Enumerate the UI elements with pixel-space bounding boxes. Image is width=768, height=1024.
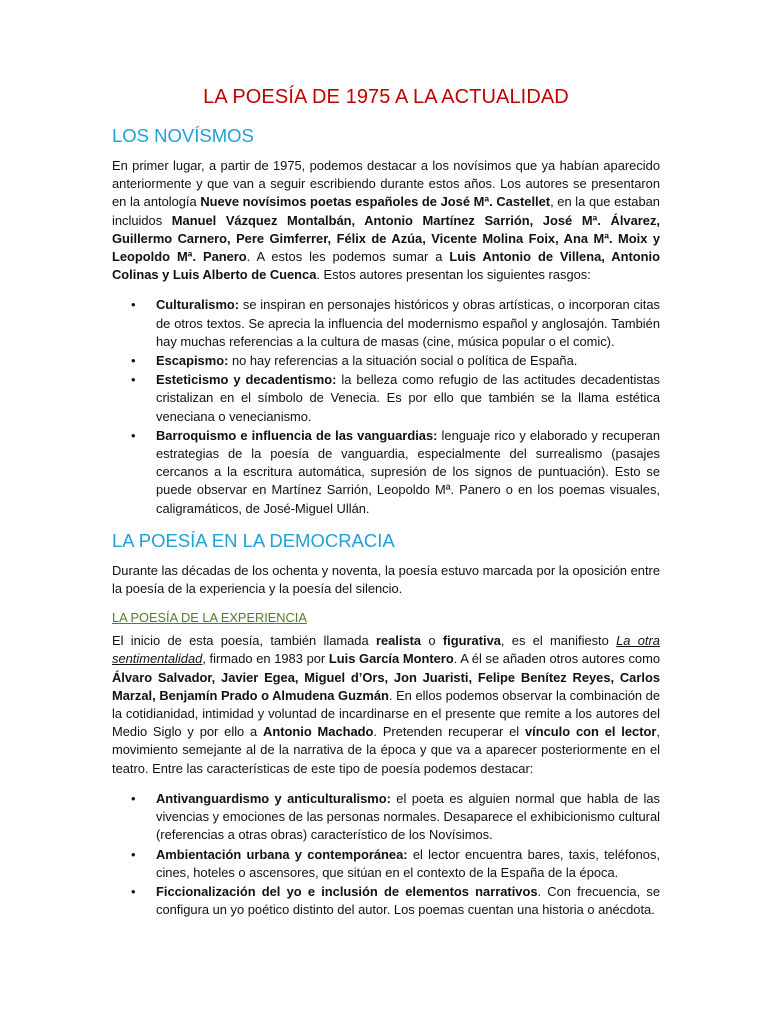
- novisimos-list-item: [131, 352, 660, 370]
- democracia-intro-paragraph: Durante las décadas de los ochenta y noventa, la poesía estuvo marcada por la oposición entre la poesía de la experiencia y la poesía del silencio.: [112, 562, 660, 597]
- experiencia-trait-text: el poeta es alguien normal que habla de las vivencias y emociones de las personas normales. Desaparece el exhibicionismo cultural (referencias a otras obras) característico de los Novísimos.: [156, 790, 660, 843]
- bullet-icon: •: [131, 790, 136, 806]
- novisimos-trait-text: lenguaje rico y elaborado y recuperan estrategias de la poesía de vanguardia, especialmente del surrealismo (pasajes cercanos a la escritura automática, supresión de los signos de puntuación). Esto se puede observar en Martínez Sarrión, Leopoldo Mª. Panero o en los poemas visuales, caligramáticos, de José-Miguel Ullán.: [156, 427, 660, 516]
- experiencia-list-item: [131, 883, 660, 919]
- novisimos-trait-name: Barroquismo e influencia de las vanguardias:: [156, 427, 438, 443]
- novisimos-intro-run: . Estos autores presentan los siguientes rasgos:: [316, 267, 591, 283]
- bullet-icon: •: [131, 297, 136, 313]
- novisimos-list-item: [131, 371, 660, 426]
- novisimos-intro-run: Manuel Vázquez Montalbán, Antonio Martínez Sarrión, José Mª. Álvarez, Guillermo Carnero, Pere Gimferrer, Félix de Azúa, Vicente Molina Foix, Ana Mª. Moix y Leopoldo Mª. Panero: [112, 212, 660, 265]
- experiencia-intro-run: , firmado en 1983 por: [202, 651, 329, 667]
- bullet-icon: •: [131, 846, 136, 862]
- experiencia-intro-run: vínculo con el lector: [525, 724, 657, 740]
- novisimos-list-item: [131, 427, 660, 518]
- experiencia-intro-run: La otra sentimentalidad: [112, 633, 660, 667]
- experiencia-trait-name: Ambientación urbana y contemporánea:: [156, 846, 408, 862]
- experiencia-list-item: [131, 846, 660, 882]
- experiencia-intro-run: , movimiento semejante al de la narrativa de la época y que va a aparecer posteriormente en el teatro. Entre las características de este tipo de poesía podemos destacar:: [112, 724, 660, 776]
- experiencia-intro-run: , es el manifiesto: [500, 633, 617, 649]
- experiencia-intro-run: o: [421, 633, 443, 649]
- bullet-icon: •: [131, 353, 136, 369]
- page-title: LA POESÍA DE 1975 A LA ACTUALIDAD: [203, 86, 569, 108]
- experiencia-traits-list: [112, 790, 660, 919]
- novisimos-intro-run: En primer lugar, a partir de 1975, podemos destacar a los novísimos que ya habían aparecido anteriormente y que van a seguir escribiendo durante estos años. Los autores se presentaron en la antología: [112, 158, 660, 210]
- novisimos-trait-text: se inspiran en personajes históricos y obras artísticas, o incorporan citas de otros textos. Se aprecia la influencia del modernismo español y anglosajón. También hay muchas referencias a la cultura de masas (cine, música popular o el comic).: [156, 297, 660, 349]
- experiencia-intro-run: Luis García Montero: [328, 651, 454, 667]
- novisimos-intro-run: . A estos les podemos sumar a: [246, 249, 450, 265]
- experiencia-trait-text: el lector encuentra bares, taxis, teléfonos, cines, hoteles o ascensores, que sitúan en el contexto de la España de la época.: [156, 846, 660, 880]
- novisimos-trait-text: la belleza como refugio de las actitudes decadentistas cristalizan en el símbolo de Venecia. Es por ello que también se la llama estética veneciana o venecianismo.: [156, 372, 660, 424]
- experiencia-intro-run: figurativa: [442, 633, 501, 649]
- experiencia-intro-paragraph: [112, 632, 660, 778]
- novisimos-trait-text: no hay referencias a la situación social o política de España.: [228, 353, 578, 369]
- novisimos-list-item: [131, 296, 660, 351]
- experiencia-intro-run: Antonio Machado: [263, 724, 374, 740]
- novisimos-trait-name: Culturalismo:: [156, 297, 240, 313]
- experiencia-intro-run: realista: [375, 633, 422, 649]
- novisimos-traits-list: [112, 296, 660, 517]
- novisimos-intro-run: Luis Antonio de Villena, Antonio Colinas y Luis Alberto de Cuenca: [112, 249, 660, 283]
- experiencia-trait-name: Antivanguardismo y anticulturalismo:: [156, 790, 391, 806]
- experiencia-intro-run: Álvaro Salvador, Javier Egea, Miguel d’Ors, Jon Juaristi, Felipe Benítez Reyes, Carlos Marzal, Benjamín Prado o Almudena Guzmán: [112, 669, 660, 703]
- experiencia-list-item: [131, 790, 660, 845]
- novisimos-trait-name: Escapismo:: [156, 353, 229, 369]
- experiencia-trait-text: . Con frecuencia, se configura un yo poético distinto del autor. Los poemas cuentan una historia o anécdota.: [156, 883, 660, 918]
- novisimos-intro-run: , en la que estaban incluidos: [112, 194, 660, 228]
- bullet-icon: •: [131, 372, 136, 388]
- experiencia-intro-run: . A él se añaden otros autores como: [453, 651, 660, 667]
- subsection-heading-experiencia: LA POESÍA DE LA EXPERIENCIA: [112, 610, 307, 626]
- novisimos-trait-name: Esteticismo y decadentismo:: [156, 372, 337, 388]
- experiencia-intro-run: El inicio de esta poesía, también llamada: [112, 633, 376, 649]
- experiencia-intro-run: . Pretenden recuperar el: [373, 724, 526, 740]
- section-heading-democracia: LA POESÍA EN LA DEMOCRACIA: [112, 529, 395, 551]
- section-heading-novisimos: LOS NOVÍSMOS: [112, 125, 254, 146]
- experiencia-trait-name: Ficcionalización del yo e inclusión de elementos narrativos: [156, 883, 538, 899]
- bullet-icon: •: [131, 427, 136, 443]
- experiencia-intro-run: . En ellos podemos observar la combinación de la cotidianidad, intimidad y voluntad de incardinarse en el presente que remite a los autores del Medio Siglo y por ello a: [112, 687, 660, 740]
- bullet-icon: •: [131, 883, 136, 899]
- novisimos-intro-run: Nueve novísimos poetas españoles de José Mª. Castellet: [200, 194, 551, 210]
- novisimos-intro-paragraph: [112, 157, 660, 284]
